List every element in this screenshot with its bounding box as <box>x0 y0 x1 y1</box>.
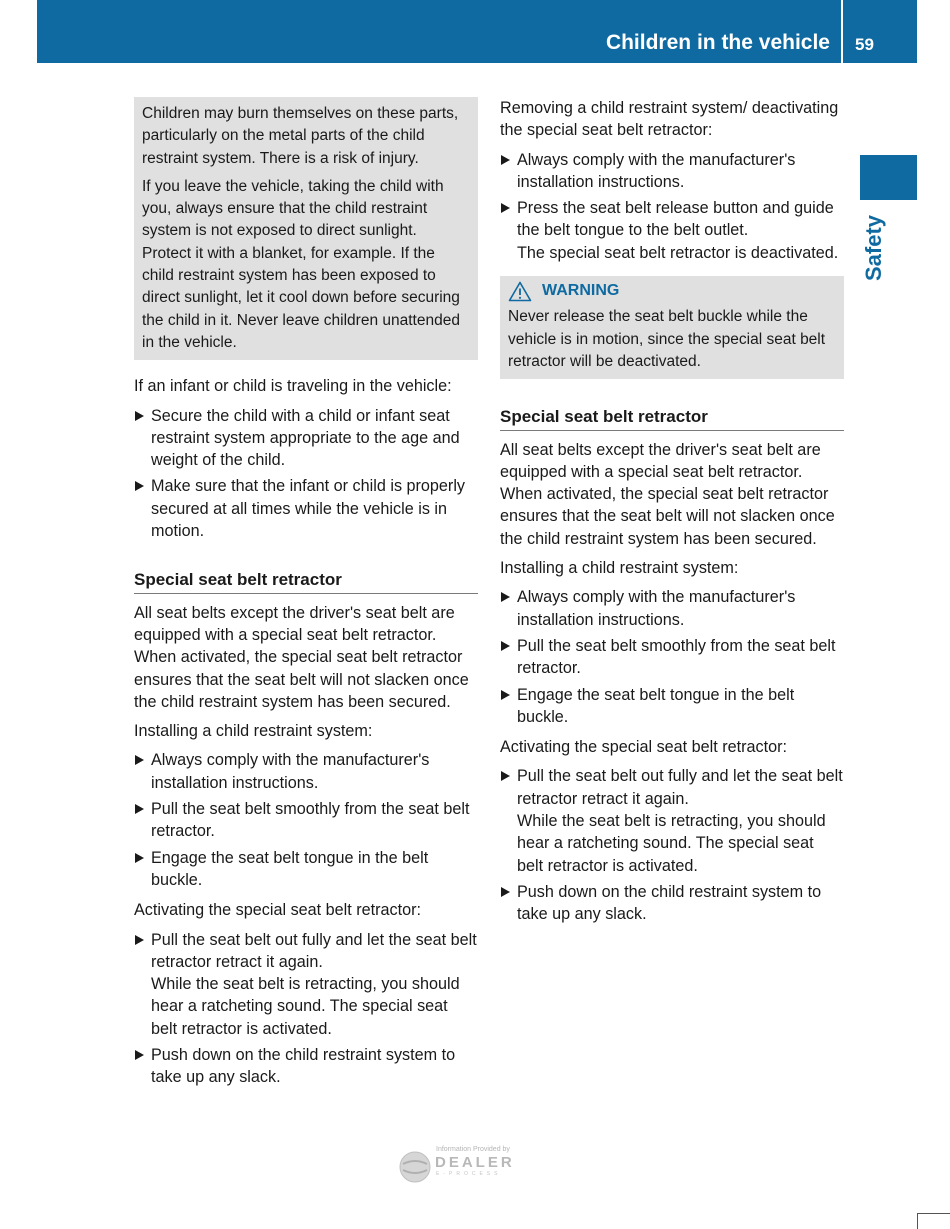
instruction-item: Make sure that the infant or child is properly secured at all times while the vehicle is in motion. <box>134 475 478 542</box>
activating-label: Activating the special seat belt retractor: <box>500 738 788 757</box>
removing-label: Removing a child restraint system/ deactivating the special seat belt retractor: <box>500 99 839 140</box>
right-column <box>500 97 844 934</box>
activating-label: Activating the special seat belt retractor: <box>134 901 422 920</box>
caution-continuation-box <box>134 97 478 360</box>
warning-triangle-icon <box>508 281 532 302</box>
instruction-list <box>500 586 844 728</box>
caution-paragraph: Children may burn themselves on these parts, particularly on the metal parts of the child restraint system. There is a risk of injury. <box>142 105 459 167</box>
bullet-triangle-icon <box>501 771 510 781</box>
caution-paragraph: If you leave the vehicle, taking the child with you, always ensure that the child restraint system is not exposed to direct sunlight. Protect it with a blanket, for example. If the child restraint system has been exposed to direct sunlight, let it cool down before securing the child in it. Never leave children unattended in the vehicle. <box>142 177 460 351</box>
bullet-triangle-icon <box>501 641 510 651</box>
section-tab-marker <box>860 155 917 200</box>
instruction-list <box>500 765 844 925</box>
installing-label: Installing a child restraint system: <box>500 559 739 578</box>
dealer-watermark-logo <box>398 1144 548 1188</box>
bullet-triangle-icon <box>135 1050 144 1060</box>
instruction-item: Push down on the child restraint system to take up any slack. <box>500 881 844 926</box>
crop-mark <box>917 1213 950 1229</box>
chapter-title: Children in the vehicle <box>605 31 830 54</box>
instruction-list <box>134 929 478 1089</box>
instruction-item: Always comply with the manufacturer's installation instructions. <box>500 149 844 194</box>
bullet-triangle-icon <box>135 755 144 765</box>
bullet-triangle-icon <box>501 203 510 213</box>
warning-header <box>508 280 836 302</box>
instruction-list <box>500 149 844 264</box>
bullet-triangle-icon <box>135 481 144 491</box>
bullet-triangle-icon <box>501 592 510 602</box>
section-tab-label: Safety <box>861 214 886 282</box>
installing-label: Installing a child restraint system: <box>134 722 373 741</box>
bullet-triangle-icon <box>135 411 144 421</box>
instruction-item: Always comply with the manufacturer's installation instructions. <box>134 749 478 794</box>
instruction-list <box>134 405 478 543</box>
instruction-item: Press the seat belt release button and guide the belt tongue to the belt outlet. The special seat belt retractor is deactivated. <box>500 197 844 264</box>
section-heading: Special seat belt retractor <box>500 406 844 430</box>
bullet-triangle-icon <box>135 853 144 863</box>
body-text: All seat belts except the driver's seat belt are equipped with a special seat belt retractor. When activated, the special seat belt retractor ensures that the seat belt will not slacken once the child restraint system has been secured. <box>500 440 835 548</box>
instruction-item: Pull the seat belt out fully and let the seat belt retractor retract it again. While the seat belt is retracting, you should hear a ratcheting sound. The special seat belt retractor is activated. <box>134 929 478 1040</box>
header-divider <box>841 0 843 63</box>
warning-box <box>500 276 844 379</box>
instruction-item: Pull the seat belt out fully and let the seat belt retractor retract it again. While the seat belt is retracting, you should hear a ratcheting sound. The special seat belt retractor is activated. <box>500 765 844 876</box>
warning-title: WARNING <box>542 282 620 300</box>
dealer-brand-text: DEALER <box>435 1154 515 1171</box>
dealer-sub-text: E-PROCESS <box>436 1171 502 1177</box>
bullet-triangle-icon <box>135 935 144 945</box>
header-bar <box>37 0 917 63</box>
bullet-triangle-icon <box>501 887 510 897</box>
intro-text: If an infant or child is traveling in the vehicle: <box>134 377 452 396</box>
globe-icon <box>398 1150 432 1184</box>
left-column <box>134 97 478 1097</box>
body-text: All seat belts except the driver's seat belt are equipped with a special seat belt retractor. When activated, the special seat belt retractor ensures that the seat belt will not slacken once the child restraint system has been secured. <box>134 603 469 711</box>
bullet-triangle-icon <box>501 690 510 700</box>
provided-by-text: Information Provided by <box>436 1146 510 1153</box>
instruction-item: Pull the seat belt smoothly from the seat belt retractor. <box>134 798 478 843</box>
page-number: 59 <box>855 35 874 54</box>
instruction-list <box>134 749 478 891</box>
instruction-item: Engage the seat belt tongue in the belt buckle. <box>500 684 844 729</box>
warning-text: Never release the seat belt buckle while the vehicle is in motion, since the special seat belt retractor will be deactivated. <box>508 308 826 370</box>
instruction-item: Pull the seat belt smoothly from the seat belt retractor. <box>500 635 844 680</box>
instruction-item: Push down on the child restraint system to take up any slack. <box>134 1044 478 1089</box>
instruction-item: Secure the child with a child or infant seat restraint system appropriate to the age and weight of the child. <box>134 405 478 472</box>
instruction-item: Engage the seat belt tongue in the belt buckle. <box>134 847 478 892</box>
section-heading: Special seat belt retractor <box>134 569 478 593</box>
bullet-triangle-icon <box>501 155 510 165</box>
instruction-item: Always comply with the manufacturer's installation instructions. <box>500 586 844 631</box>
bullet-triangle-icon <box>135 804 144 814</box>
